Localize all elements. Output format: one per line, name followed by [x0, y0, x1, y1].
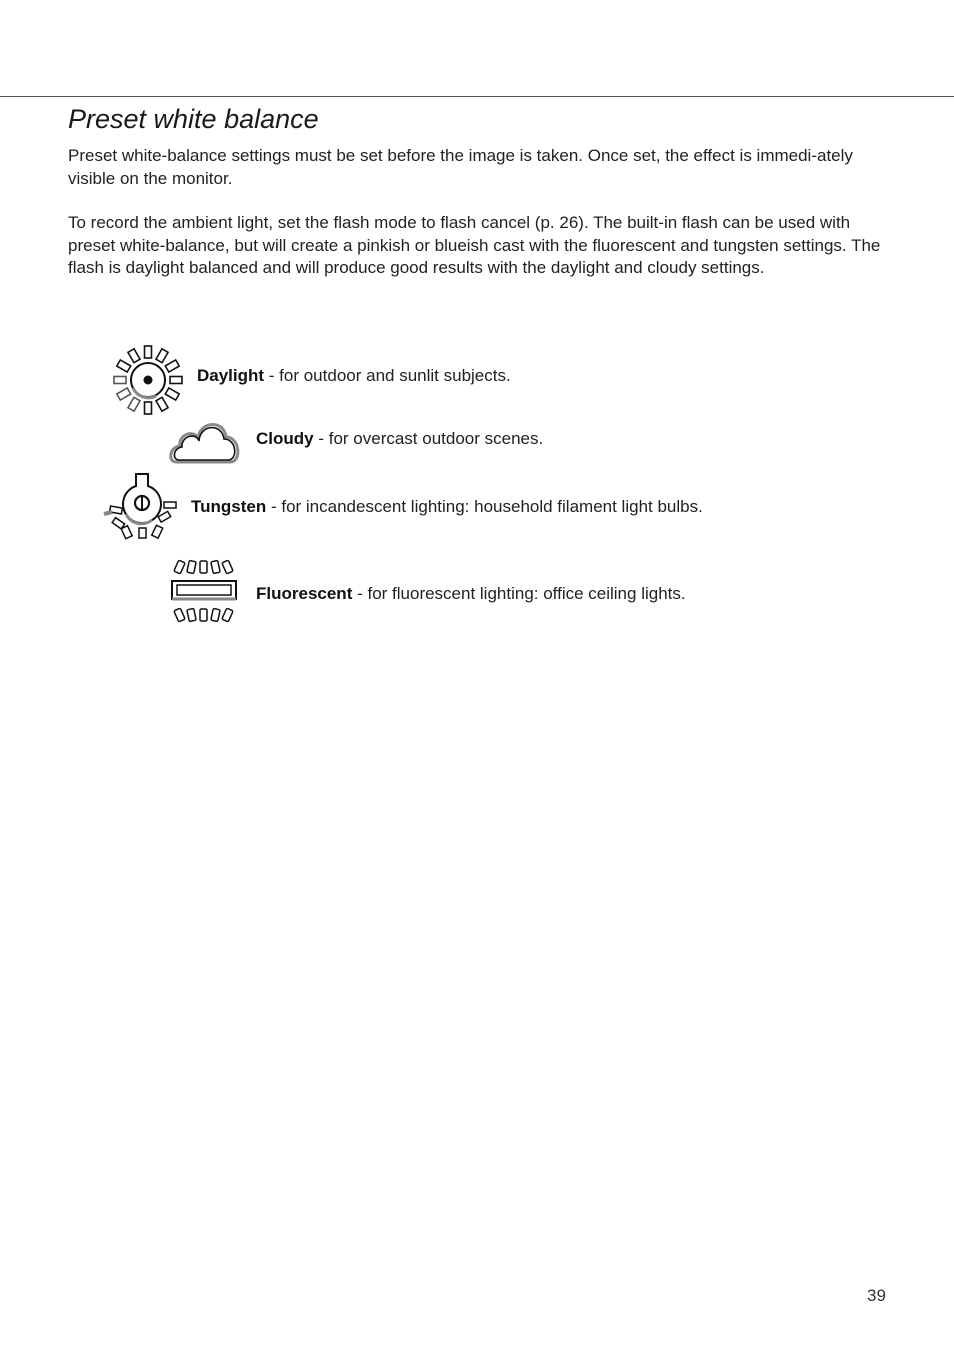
- setting-name: Cloudy: [256, 429, 314, 448]
- cloudy-cloud-icon: [168, 415, 244, 467]
- tube-ray: [222, 608, 233, 622]
- header-rule: [0, 96, 954, 97]
- setting-description: - for outdoor and sunlit subjects.: [264, 366, 511, 385]
- tube-ray: [200, 561, 207, 573]
- daylight-sun-icon: [108, 344, 184, 416]
- sun-ray: [156, 349, 168, 363]
- flash-paragraph: To record the ambient light, set the flash mode to flash cancel (p. 26). The built-in flash can be used with preset white-balance, but will create a pinkish or blueish cast with the fluorescent and tungsten settings. The flash is daylight balanced and will produce good results with the daylight and cloudy settings.: [68, 213, 881, 278]
- sun-ray: [114, 377, 126, 384]
- setting-row-fluorescent: [256, 583, 686, 605]
- setting-description: - for fluorescent lighting: office ceiling lights.: [352, 584, 686, 603]
- tube-ray: [200, 609, 207, 621]
- page-number: 39: [867, 1286, 886, 1305]
- setting-row-cloudy: [256, 428, 543, 450]
- sun-ray: [117, 360, 131, 372]
- intro-paragraph: Preset white-balance settings must be set before the image is taken. Once set, the effect is immedi-ately visible on the monitor.: [68, 146, 853, 188]
- setting-row-tungsten: [191, 496, 703, 518]
- tube-ray: [187, 608, 196, 621]
- sun-ray: [145, 346, 152, 358]
- setting-name: Daylight: [197, 366, 265, 385]
- sun-ray: [128, 397, 140, 411]
- tube-ray: [174, 560, 185, 574]
- setting-row-daylight: [197, 365, 511, 387]
- section-title: Preset white balance: [68, 104, 319, 134]
- tube-ray: [174, 608, 185, 622]
- setting-name: Tungsten: [191, 497, 267, 516]
- sun-ray: [156, 397, 168, 411]
- tungsten-bulb-icon: [100, 470, 182, 542]
- sun-ray: [128, 349, 140, 363]
- tube-ray: [211, 560, 220, 573]
- tube-ray: [187, 560, 196, 573]
- tube-ray: [222, 560, 233, 574]
- sun-ray: [165, 360, 179, 372]
- setting-name: Fluorescent: [256, 584, 353, 603]
- sun-ray: [170, 377, 182, 384]
- fluorescent-tube-icon: [162, 557, 244, 629]
- setting-description: - for incandescent lighting: household filament light bulbs.: [266, 497, 703, 516]
- tube-ray: [211, 608, 220, 621]
- setting-description: - for overcast outdoor scenes.: [313, 429, 544, 448]
- sun-ray: [165, 388, 179, 400]
- sun-ray: [117, 388, 131, 400]
- sun-ray: [145, 402, 152, 414]
